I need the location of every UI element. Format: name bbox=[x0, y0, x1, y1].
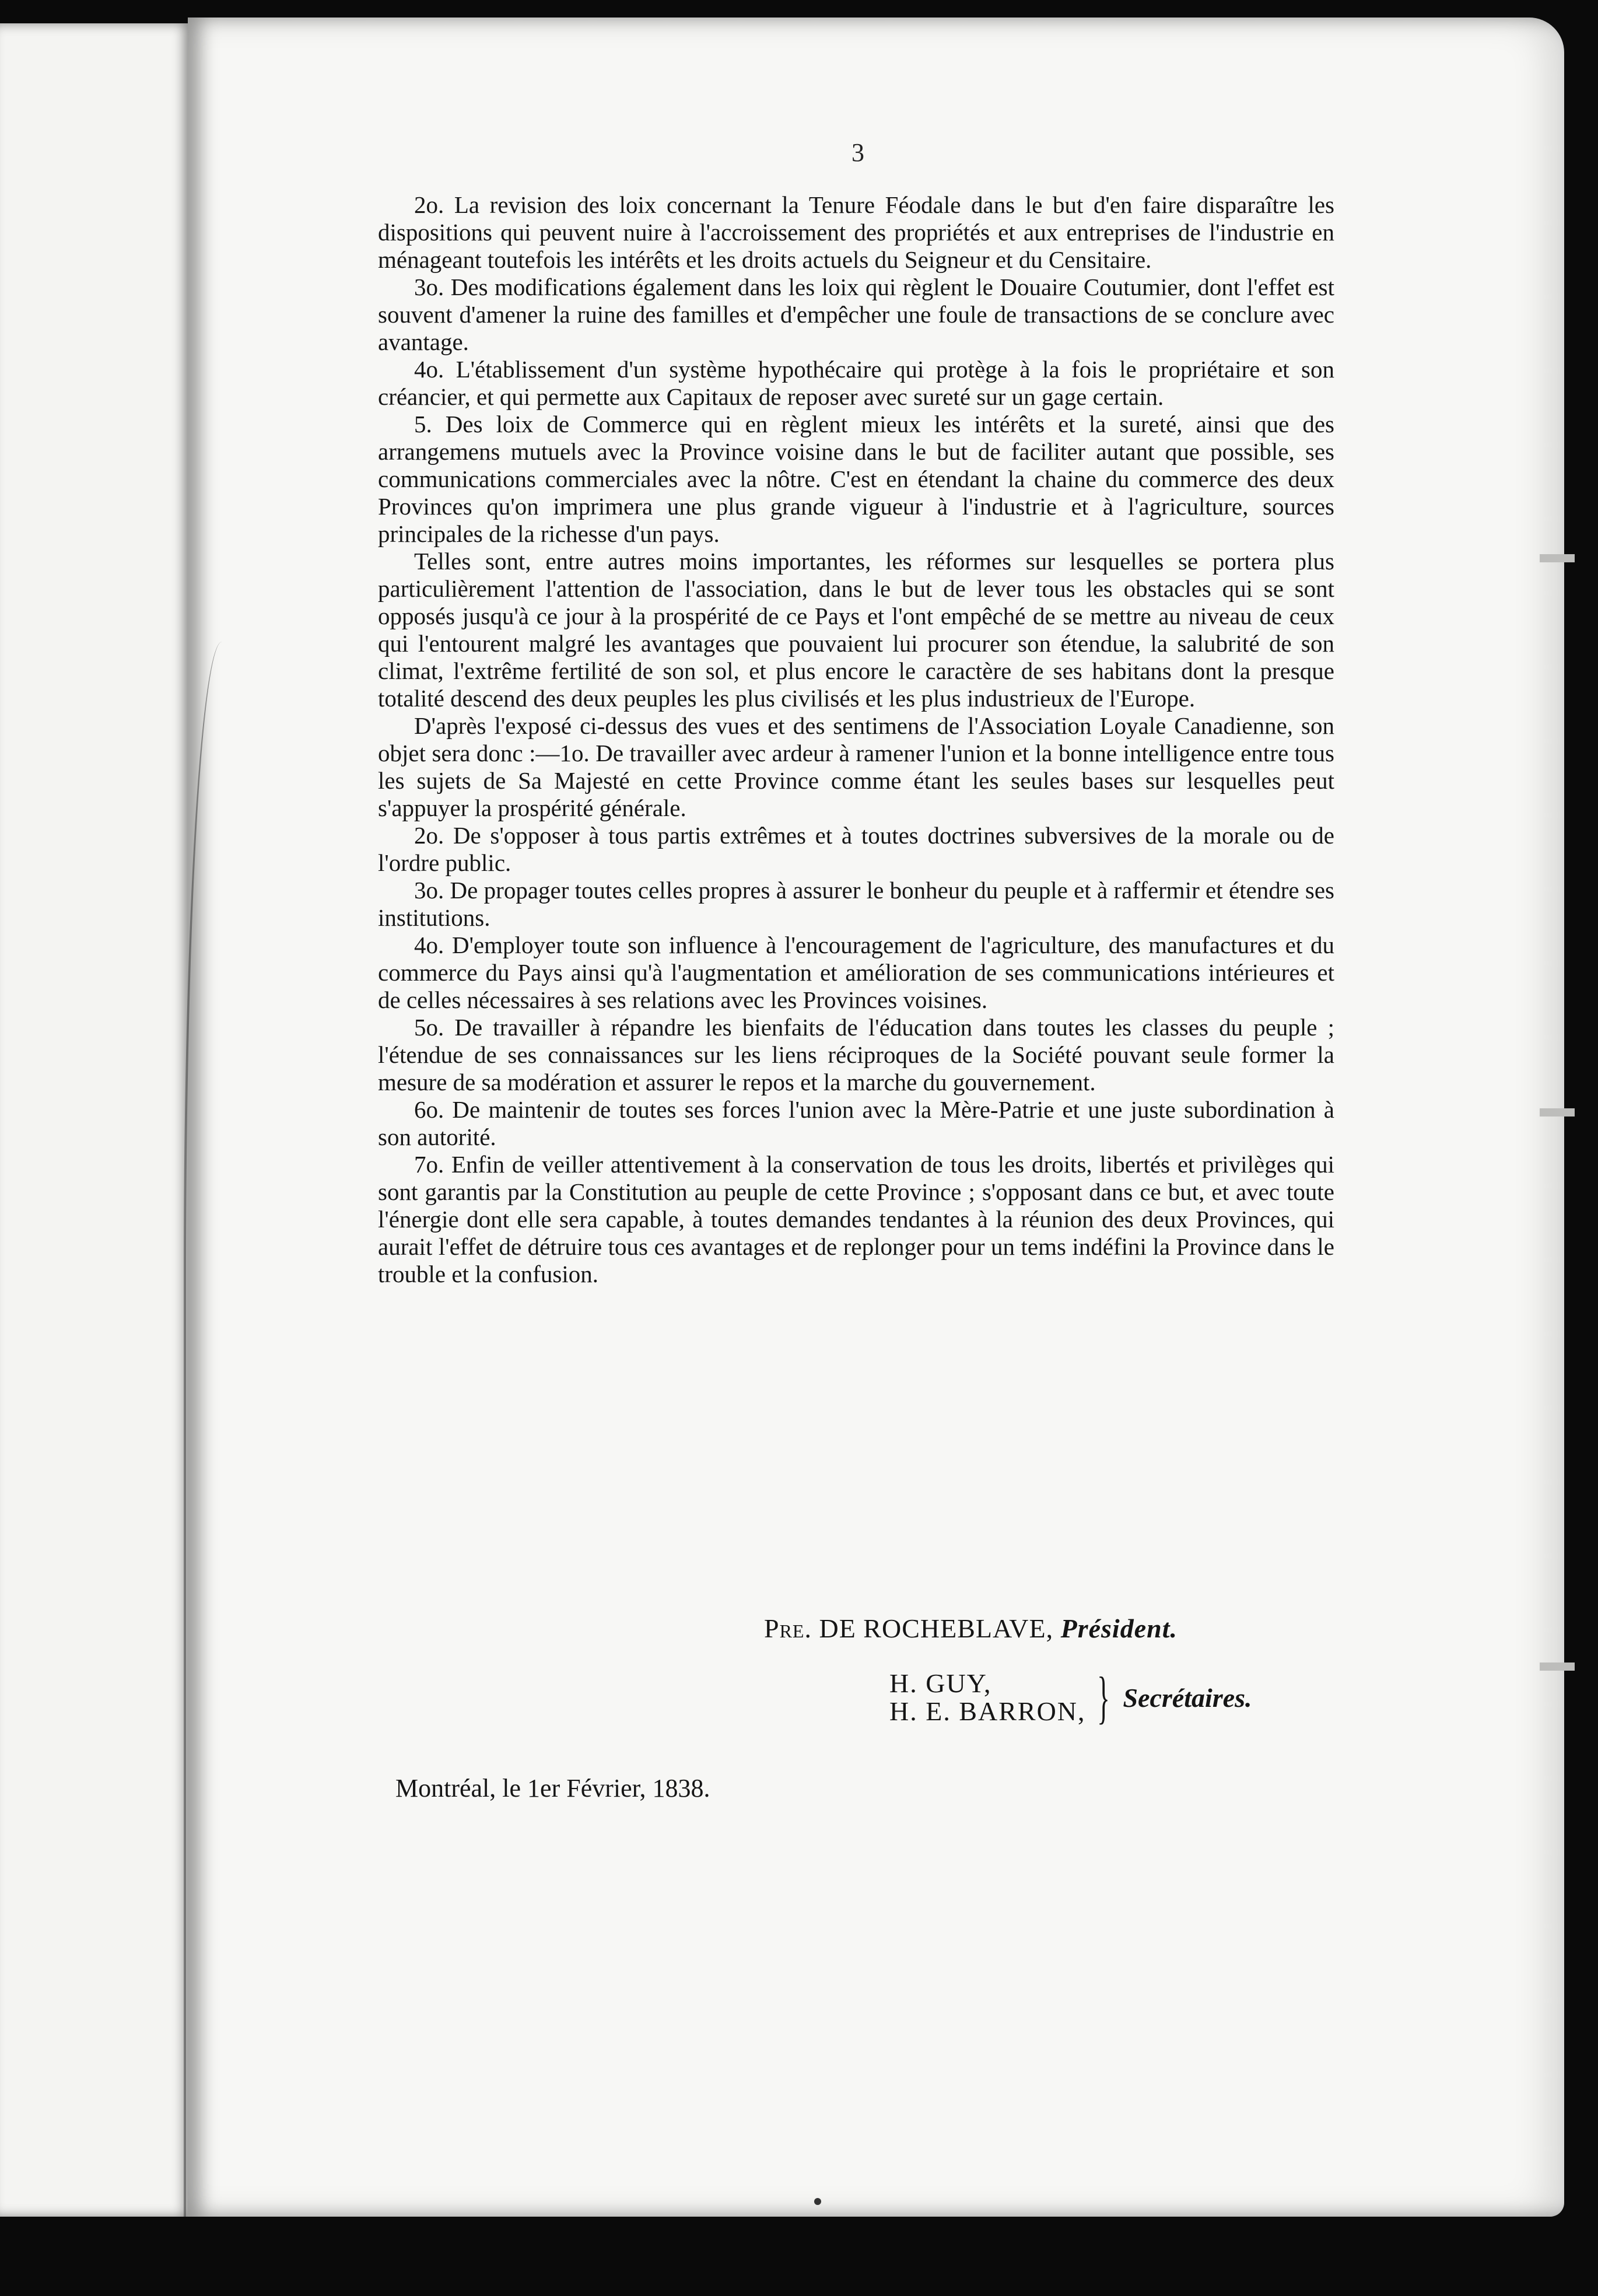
document-body bbox=[378, 191, 1334, 1288]
president-signature bbox=[764, 1613, 1178, 1644]
place-and-date: Montréal, le 1er Février, 1838. bbox=[395, 1774, 710, 1803]
brace-glyph: } bbox=[1096, 1665, 1110, 1730]
paragraph: 3o. Des modifications également dans les loix qui règlent le Douaire Coutumier, dont l'effet est souvent d'amener la ruine des familles et d'empêcher une foule de transactions de se conclure avec avantage. bbox=[378, 274, 1334, 355]
paper-fold-mark bbox=[1540, 1662, 1575, 1671]
paragraph: Telles sont, entre autres moins importantes, les réformes sur lesquelles se portera plus particulièrement l'attention de l'association, dans le but de lever tous les obstacles qui se sont opposés jusqu'à ce jour à la prospérité de ce Pays et l'ont empêché de se mettre au niveau de ceux qui l'entourent malgré les avantages que pouvaient lui procurer son étendue, la salubrité de son climat, l'extrême fertilité de son sol, et plus encore le caractère de ses habitans dont la presque totalité descend des deux peuples les plus civilisés et les plus industrieux de l'Europe. bbox=[378, 548, 1334, 712]
secretaries-title: Secrétaires. bbox=[1123, 1682, 1252, 1713]
paragraph: 2o. La revision des loix concernant la Tenure Féodale dans le but d'en faire disparaître les dispositions qui peuvent nuire à l'accroissement des propriétés et aux entreprises de l'industrie en ménageant toutefois les intérêts et les droits actuels du Seigneur et du Censitaire. bbox=[378, 191, 1334, 273]
secretaries-signature bbox=[889, 1665, 1252, 1730]
page-curl-line bbox=[184, 642, 279, 2217]
paragraph: 4o. D'employer toute son influence à l'encouragement de l'agriculture, des manufactures et du commerce du Pays ainsi qu'à l'augmentation et amélioration de ses communications intérieures et de celles nécessaires à ses relations avec les Provinces voisines. bbox=[378, 932, 1334, 1013]
paper-fold-mark bbox=[1540, 554, 1575, 562]
paragraph: 4o. L'établissement d'un système hypothécaire qui protège à la fois le propriétaire et son créancier, et qui permette aux Capitaux de reposer avec sureté sur un gage certain. bbox=[378, 356, 1334, 410]
paper-fold-mark bbox=[1540, 1108, 1575, 1116]
facing-page-edge bbox=[0, 23, 192, 2217]
paragraph: 5o. De travailler à répandre les bienfaits de l'éducation dans toutes les classes du peuple ; l'étendue de ses connaissances sur les liens réciproques de la Société pouvant seule former la mesure de sa modération et assurer le repos et la marche du gouvernement. bbox=[378, 1014, 1334, 1096]
paragraph: 6o. De maintenir de toutes ses forces l'union avec la Mère-Patrie et une juste subordination à son autorité. bbox=[378, 1096, 1334, 1150]
secretary-name: H. GUY, bbox=[889, 1668, 992, 1698]
paragraph: 2o. De s'opposer à tous partis extrêmes et à toutes doctrines subversives de la morale ou de l'ordre public. bbox=[378, 822, 1334, 876]
paragraph: 3o. De propager toutes celles propres à assurer le bonheur du peuple et à raffermir et étendre ses institutions. bbox=[378, 877, 1334, 931]
paper-speck bbox=[814, 2198, 821, 2205]
president-name: Pre. DE ROCHEBLAVE, bbox=[764, 1614, 1054, 1643]
page-number: 3 bbox=[851, 138, 864, 167]
paragraph: 5. Des loix de Commerce qui en règlent mieux les intérêts et la sureté, ainsi que des arrangemens mutuels avec la Province voisine dans le but de faciliter autant que possible, ses communications commerciales avec la nôtre. C'est en étendant la chaine du commerce des deux Provinces qu'on imprimera une plus grande vigueur à l'industrie et à l'agriculture, sources principales de la richesse d'un pays. bbox=[378, 411, 1334, 547]
president-title: Président. bbox=[1060, 1614, 1178, 1643]
secretary-names bbox=[889, 1670, 1086, 1726]
paragraph: 7o. Enfin de veiller attentivement à la conservation de tous les droits, libertés et privilèges qui sont garantis par la Constitution au peuple de cette Province ; s'opposant dans ce but, et avec toute l'énergie dont elle sera capable, à toutes demandes tendantes à la réunion des deux Provinces, qui aurait l'effet de détruire tous ces avantages et de replonger pour un tems indéfini la Province dans le trouble et la confusion. bbox=[378, 1151, 1334, 1287]
paragraph: D'après l'exposé ci-dessus des vues et des sentimens de l'Association Loyale Canadienne, son objet sera donc :—1o. De travailler avec ardeur à ramener l'union et la bonne intelligence entre tous les sujets de Sa Majesté en cette Province comme étant les seules bases sur lesquelles peut s'appuyer la prospérité générale. bbox=[378, 712, 1334, 821]
secretary-name: H. E. BARRON, bbox=[889, 1696, 1086, 1726]
